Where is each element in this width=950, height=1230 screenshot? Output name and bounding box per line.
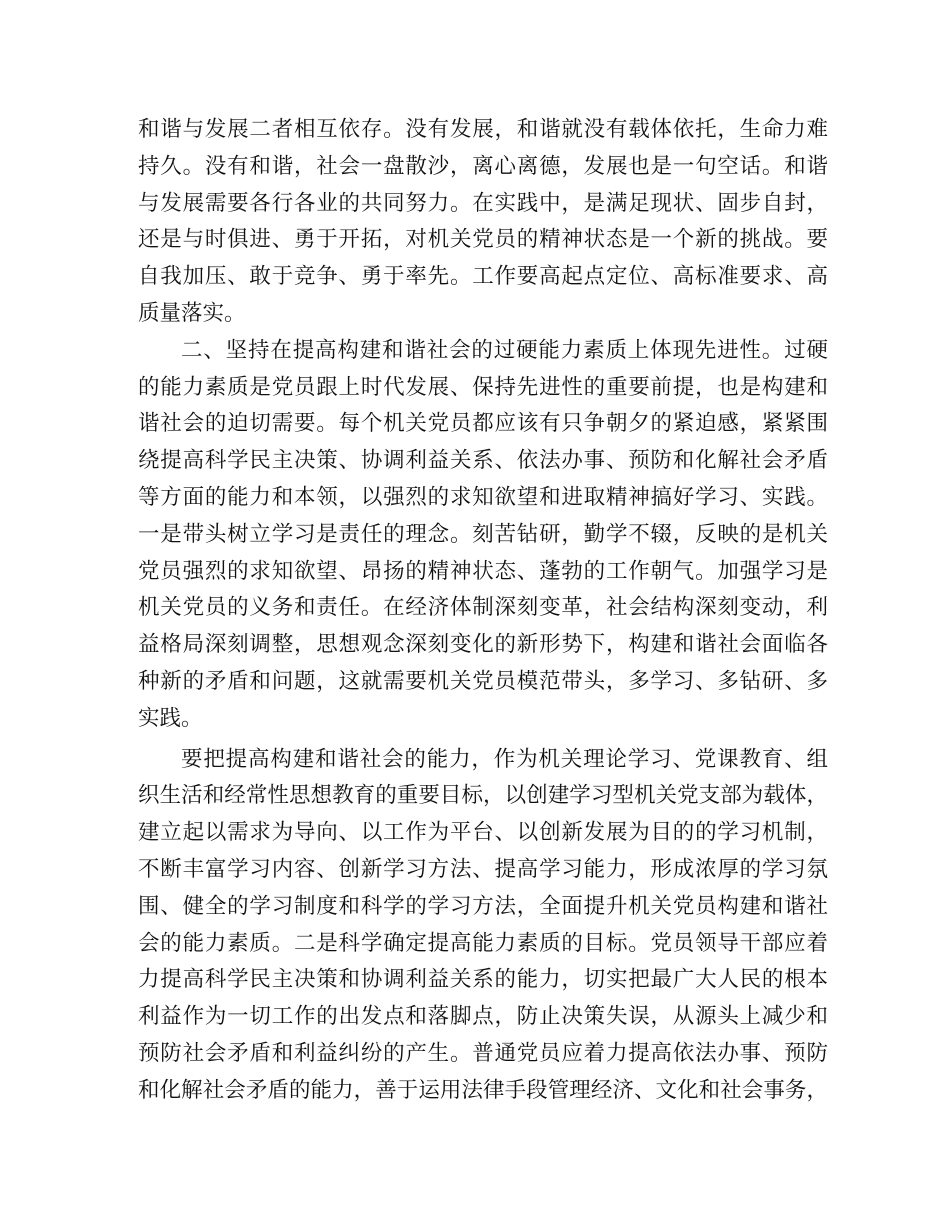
text-line: 和化解社会矛盾的能力，善于运用法律手段管理经济、文化和社会事务， [138, 1077, 828, 1103]
text-line: 等方面的能力和本领，以强烈的求知欲望和进取精神搞好学习、实践。 [138, 484, 828, 510]
text-line: 力提高科学民主决策和协调利益关系的能力，切实把最广大人民的根本 [138, 967, 828, 993]
text-line: 二、坚持在提高构建和谐社会的过硬能力素质上体现先进性。过硬 [181, 337, 828, 363]
text-line: 要把提高构建和谐社会的能力，作为机关理论学习、党课教育、组 [181, 746, 828, 772]
text-line: 机关党员的义务和责任。在经济体制深刻变革，社会结构深刻变动，利 [138, 595, 828, 621]
text-line: 预防社会矛盾和利益纠纷的产生。普通党员应着力提高依法办事、预防 [138, 1040, 828, 1066]
text-line: 自我加压、敢于竞争、勇于率先。工作要高起点定位、高标准要求、高 [138, 264, 828, 290]
text-line: 实践。 [138, 705, 203, 731]
text-line: 种新的矛盾和问题，这就需要机关党员模范带头，多学习、多钻研、多 [138, 668, 828, 694]
text-line: 的能力素质是党员跟上时代发展、保持先进性的重要前提，也是构建和 [138, 374, 828, 400]
text-line: 会的能力素质。二是科学确定提高能力素质的目标。党员领导干部应着 [138, 930, 828, 956]
text-line: 谐社会的迫切需要。每个机关党员都应该有只争朝夕的紧迫感，紧紧围 [138, 411, 828, 437]
text-line: 织生活和经常性思想教育的重要目标，以创建学习型机关党支部为载体， [138, 783, 828, 809]
text-line: 建立起以需求为导向、以工作为平台、以创新发展为目的的学习机制， [138, 820, 828, 846]
paragraph-1 [138, 112, 828, 333]
text-line: 一是带头树立学习是责任的理念。刻苦钻研，勤学不辍，反映的是机关 [138, 521, 828, 547]
text-line: 和谐与发展二者相互依存。没有发展，和谐就没有载体依托，生命力难 [138, 117, 828, 142]
paragraph-3 [138, 742, 828, 1110]
text-line: 不断丰富学习内容、创新学习方法、提高学习能力，形成浓厚的学习氛 [138, 856, 828, 882]
document-body [138, 112, 828, 1110]
text-line: 持久。没有和谐，社会一盘散沙，离心离德，发展也是一句空话。和谐 [138, 153, 828, 179]
text-line: 质量落实。 [138, 300, 246, 326]
text-line: 益格局深刻调整，思想观念深刻变化的新形势下，构建和谐社会面临各 [138, 632, 828, 658]
text-line: 与发展需要各行各业的共同努力。在实践中，是满足现状、固步自封， [138, 190, 828, 216]
text-line: 还是与时俱进、勇于开拓，对机关党员的精神状态是一个新的挑战。要 [138, 227, 828, 253]
text-line: 围、健全的学习制度和科学的学习方法，全面提升机关党员构建和谐社 [138, 893, 828, 919]
text-line: 党员强烈的求知欲望、昂扬的精神状态、蓬勃的工作朝气。加强学习是 [138, 558, 828, 584]
text-line: 利益作为一切工作的出发点和落脚点，防止决策失误，从源头上减少和 [138, 1004, 828, 1030]
paragraph-2 [138, 333, 828, 738]
text-line: 绕提高科学民主决策、协调利益关系、依法办事、预防和化解社会矛盾 [138, 448, 828, 474]
